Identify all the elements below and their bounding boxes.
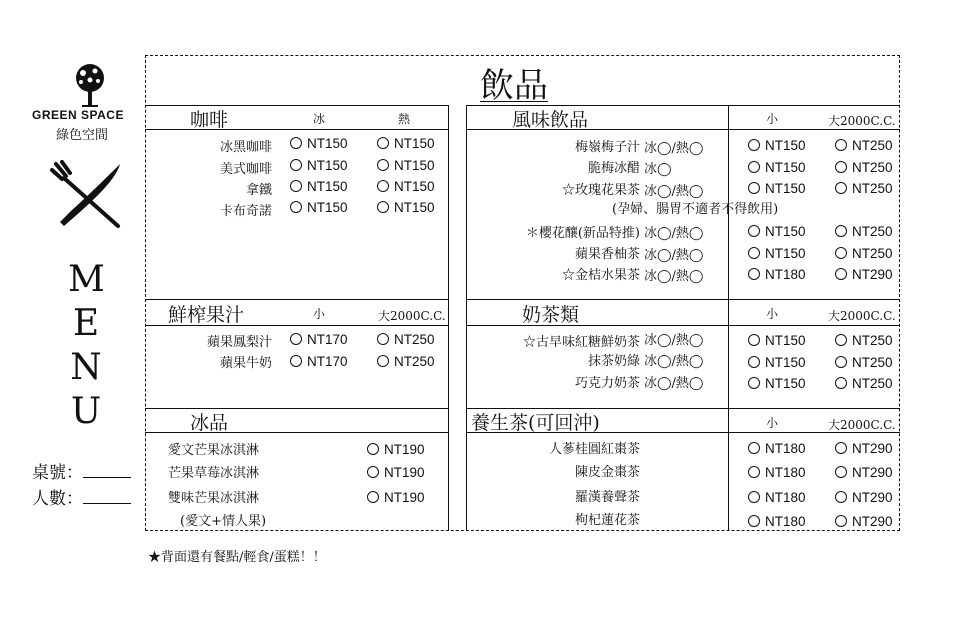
temp-option[interactable]: 冰◯ bbox=[644, 162, 672, 177]
price-option[interactable]: NT170 bbox=[290, 332, 348, 347]
menu-item-name: 蘋果香柚茶 bbox=[574, 247, 640, 262]
price-option[interactable]: NT190 bbox=[367, 465, 425, 480]
section-title-milktea: 奶茶類 bbox=[522, 304, 580, 326]
price-option[interactable]: NT150 bbox=[290, 136, 348, 151]
page-title: 飲品 bbox=[480, 66, 548, 106]
divider bbox=[466, 105, 467, 531]
price-option[interactable]: NT180 bbox=[748, 441, 806, 456]
menu-item-name: 人蔘桂圓紅棗茶 bbox=[548, 442, 640, 457]
menu-item-name: 拿鐵 bbox=[245, 183, 272, 198]
price-option[interactable]: NT250 bbox=[835, 376, 893, 391]
price-option[interactable]: NT290 bbox=[835, 441, 893, 456]
brand-name-en: GREEN SPACE bbox=[32, 108, 124, 122]
price-option[interactable]: NT180 bbox=[748, 465, 806, 480]
menu-letter-n: N bbox=[70, 347, 102, 388]
col-header-large: 大2000C.C. bbox=[378, 309, 446, 323]
price-option[interactable]: NT250 bbox=[835, 224, 893, 239]
menu-item-name: 美式咖啡 bbox=[219, 162, 272, 177]
price-option[interactable]: NT190 bbox=[367, 442, 425, 457]
price-option[interactable]: NT290 bbox=[835, 465, 893, 480]
section-title-flavor: 風味飲品 bbox=[512, 109, 589, 131]
footer-note: ★背面還有餐點/輕食/蛋糕！！ bbox=[148, 550, 326, 565]
divider bbox=[728, 105, 729, 531]
menu-item-name: 愛文芒果冰淇淋 bbox=[168, 443, 260, 458]
price-option[interactable]: NT250 bbox=[377, 332, 435, 347]
price-option[interactable]: NT250 bbox=[835, 181, 893, 196]
col-header-small: 小 bbox=[766, 416, 779, 430]
temp-option[interactable]: 冰◯/熱◯ bbox=[644, 184, 704, 199]
price-option[interactable]: NT150 bbox=[290, 200, 348, 215]
brand-name-zh: 綠色空間 bbox=[56, 128, 109, 143]
price-option[interactable]: NT190 bbox=[367, 490, 425, 505]
section-title-health-tea: 養生茶(可回沖) bbox=[471, 412, 600, 434]
divider bbox=[448, 105, 449, 531]
price-option[interactable]: NT250 bbox=[835, 355, 893, 370]
menu-letter-m: M bbox=[68, 259, 105, 300]
menu-item-name: 脆梅冰醋 bbox=[587, 161, 640, 176]
price-option[interactable]: NT150 bbox=[748, 224, 806, 239]
price-option[interactable]: NT150 bbox=[748, 333, 806, 348]
price-option[interactable]: NT250 bbox=[835, 138, 893, 153]
menu-item-name: 冰黑咖啡 bbox=[219, 140, 272, 155]
temp-option[interactable]: 冰◯/熱◯ bbox=[644, 269, 704, 284]
menu-item-name: 蘋果鳳梨汁 bbox=[206, 335, 272, 350]
people-count-field[interactable] bbox=[32, 484, 131, 509]
fork-knife-icon bbox=[50, 160, 126, 230]
menu-item-name: 陳皮金棗茶 bbox=[574, 465, 640, 480]
menu-item-name: 卡布奇諾 bbox=[219, 204, 272, 219]
price-option[interactable]: NT150 bbox=[748, 160, 806, 175]
price-option[interactable]: NT150 bbox=[377, 136, 435, 151]
brand-logo bbox=[32, 62, 144, 142]
section-title-juice: 鮮榨果汁 bbox=[168, 304, 245, 326]
col-header-small: 小 bbox=[313, 307, 326, 321]
menu-item-name: ☆古早味紅糖鮮奶茶 bbox=[522, 335, 640, 350]
table-number-field[interactable] bbox=[32, 458, 131, 483]
menu-item-name: ☆金桔水果茶 bbox=[561, 268, 640, 283]
price-option[interactable]: NT290 bbox=[835, 490, 893, 505]
col-header-large: 大2000C.C. bbox=[828, 309, 896, 323]
col-header-small: 小 bbox=[766, 307, 779, 321]
people-count-label: 人數： bbox=[32, 489, 83, 509]
menu-item-name: 巧克力奶茶 bbox=[574, 376, 640, 391]
price-option[interactable]: NT150 bbox=[748, 355, 806, 370]
section-title-coffee: 咖啡 bbox=[190, 109, 229, 131]
col-header-large: 大2000C.C. bbox=[828, 418, 896, 432]
table-number-label: 桌號： bbox=[32, 463, 83, 483]
menu-item-name: 羅漢養聲茶 bbox=[574, 490, 640, 505]
price-option[interactable]: NT150 bbox=[377, 200, 435, 215]
menu-item-name: 枸杞蓮花茶 bbox=[574, 513, 640, 528]
col-header-ice: 冰 bbox=[313, 112, 326, 126]
menu-item-name: ＊櫻花釀(新品特推) bbox=[525, 226, 640, 241]
menu-item-name: 雙味芒果冰淇淋 bbox=[168, 491, 260, 506]
price-option[interactable]: NT150 bbox=[377, 158, 435, 173]
price-option[interactable]: NT250 bbox=[835, 246, 893, 261]
menu-letter-e: E bbox=[72, 303, 100, 344]
tree-icon bbox=[70, 62, 110, 108]
item-subnote: (愛文+情人果) bbox=[180, 514, 267, 529]
price-option[interactable]: NT150 bbox=[290, 158, 348, 173]
price-option[interactable]: NT150 bbox=[748, 138, 806, 153]
col-header-small: 小 bbox=[766, 112, 779, 126]
temp-option[interactable]: 冰◯/熱◯ bbox=[644, 141, 704, 156]
price-option[interactable]: NT180 bbox=[748, 490, 806, 505]
menu-item-name: 蘋果牛奶 bbox=[219, 356, 272, 371]
menu-item-name: 梅嶺梅子汁 bbox=[574, 140, 640, 155]
price-option[interactable]: NT250 bbox=[835, 333, 893, 348]
menu-letter-u: U bbox=[70, 391, 102, 432]
temp-option[interactable]: 冰◯/熱◯ bbox=[644, 354, 704, 369]
temp-option[interactable]: 冰◯/熱◯ bbox=[644, 226, 704, 241]
price-option[interactable]: NT290 bbox=[835, 267, 893, 282]
temp-option[interactable]: 冰◯/熱◯ bbox=[644, 248, 704, 263]
price-option[interactable]: NT150 bbox=[290, 179, 348, 194]
col-header-hot: 熱 bbox=[398, 112, 411, 126]
price-option[interactable]: NT180 bbox=[748, 267, 806, 282]
price-option[interactable]: NT150 bbox=[748, 246, 806, 261]
price-option[interactable]: NT150 bbox=[748, 181, 806, 196]
section-title-ice: 冰品 bbox=[190, 412, 229, 434]
warning-note: (孕婦、腸胃不適者不得飲用) bbox=[612, 202, 779, 217]
temp-option[interactable]: 冰◯/熱◯ bbox=[644, 333, 704, 348]
menu-item-name: ☆玫瑰花果茶 bbox=[561, 183, 640, 198]
col-header-large: 大2000C.C. bbox=[828, 114, 896, 128]
price-option[interactable]: NT250 bbox=[377, 354, 435, 369]
menu-item-name: 芒果草莓冰淇淋 bbox=[168, 466, 260, 481]
price-option[interactable]: NT180 bbox=[748, 514, 806, 529]
price-option[interactable]: NT290 bbox=[835, 514, 893, 529]
price-option[interactable]: NT250 bbox=[835, 160, 893, 175]
price-option[interactable]: NT150 bbox=[377, 179, 435, 194]
menu-item-name: 抹茶奶綠 bbox=[587, 354, 640, 369]
temp-option[interactable]: 冰◯/熱◯ bbox=[644, 376, 704, 391]
price-option[interactable]: NT170 bbox=[290, 354, 348, 369]
price-option[interactable]: NT150 bbox=[748, 376, 806, 391]
